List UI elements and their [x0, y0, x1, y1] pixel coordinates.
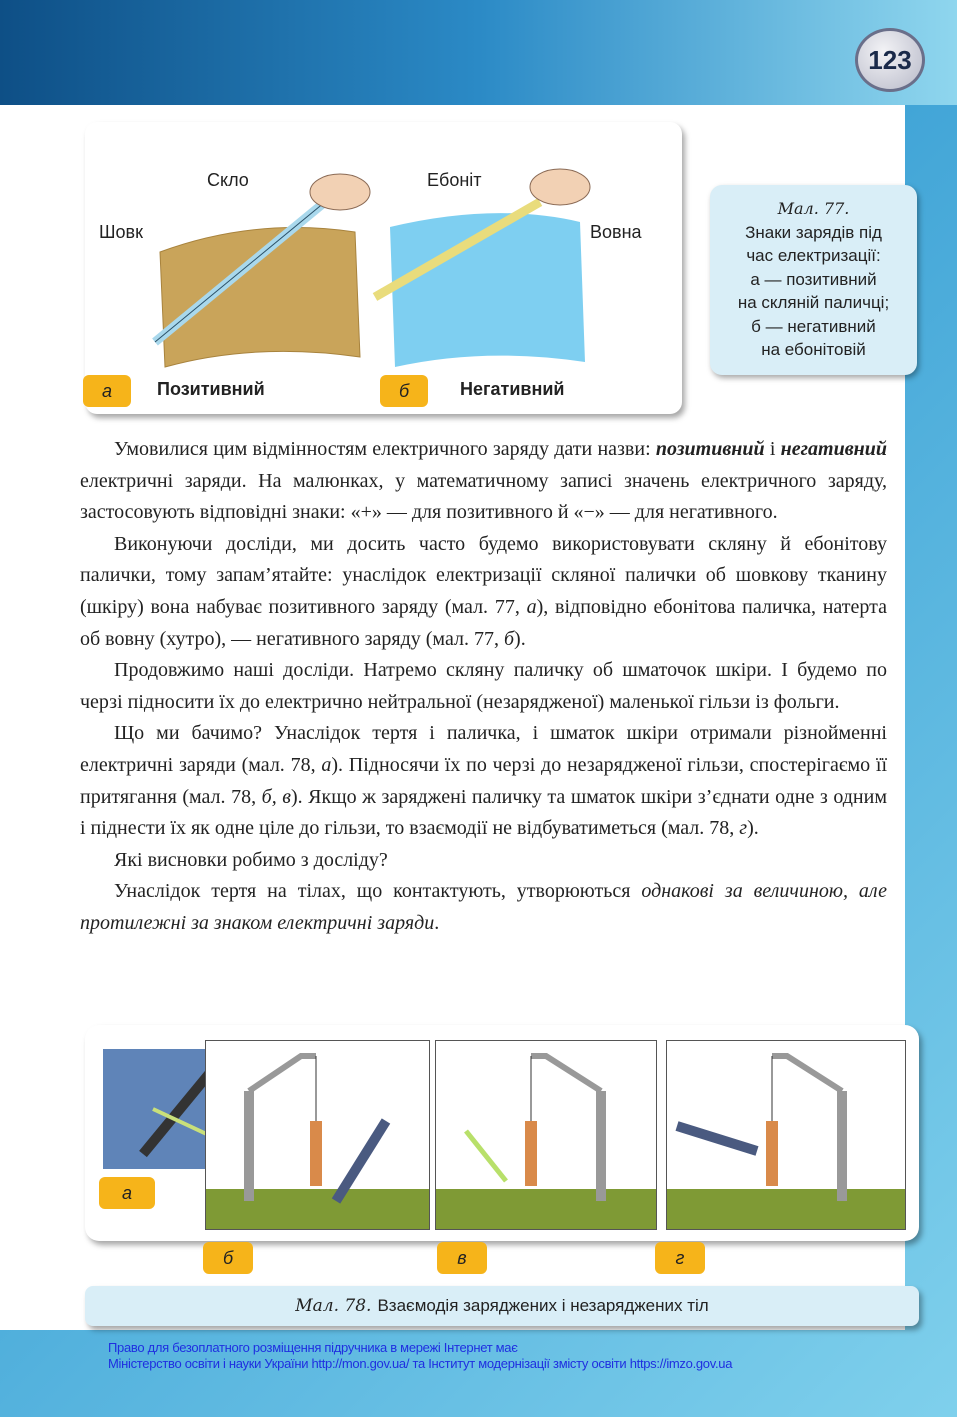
paragraph: Умовилися цим відмінностям електричного заряду дати назви: позитивний і негативний електричні заряди. На малюнках, у математичному записі значень електричного заряду, застосовують відповідні знаки: «+» — для позитивного й «−» — для негативного.: [80, 438, 887, 524]
label-glass: Скло: [207, 170, 249, 190]
badge-c: в: [437, 1242, 487, 1274]
badge-b: б: [203, 1242, 253, 1274]
badge-a: а: [83, 375, 131, 407]
figure-78-caption: [85, 1286, 919, 1326]
caption-line: на ебонітовій: [761, 340, 866, 359]
badge-b: б: [380, 375, 428, 407]
body-text: [80, 434, 887, 940]
caption-text: Взаємодія заряджених і незаряджених тіл: [377, 1296, 709, 1315]
footer-notice: [108, 1340, 732, 1372]
paragraph: Що ми бачимо? Унаслідок тертя і паличка, і шматок шкіри отримали різнойменні електричні заряди (мал. 78, а). Підносячи їх по черзі до незарядженої гільзи, спостерігаємо її притягання (мал. 78, б, в). Якщо ж заряджені паличку та шматок шкіри з’єднати одне з одним і піднести їх як одне ціле до гільзи, то взаємодії не відбуватиметься (мал. 78, г).: [80, 722, 887, 840]
figure-78: [85, 1025, 919, 1241]
panel-b-image: [205, 1040, 430, 1230]
label-ebonite: Ебоніт: [427, 170, 482, 190]
badge-a: а: [99, 1177, 155, 1209]
caption-line: б — негативний: [751, 316, 876, 336]
label-wool: Вовна: [590, 222, 642, 242]
caption-title: Мал. 78.: [295, 1296, 372, 1316]
figure-77-caption: [710, 185, 917, 375]
panel-d-image: [666, 1040, 906, 1230]
paragraph: Які висновки робимо з досліду?: [114, 848, 388, 871]
panel-c-image: [435, 1040, 657, 1230]
caption-title: Мал. 77.: [777, 199, 850, 218]
caption-line: Знаки зарядів під: [745, 222, 882, 242]
footer-line: Право для безоплатного розміщення підручника в мережі Інтернет має: [108, 1340, 518, 1355]
label-silk: Шовк: [99, 222, 143, 242]
paragraph: Виконуючи досліди, ми досить часто будемо використовувати скляну й ебонітову палички, тому запам’ятайте: унаслідок електризації скляної палички об шовкову тканину (шкіру) вона набуває позитивного заряду (мал. 77, а), відповідно ебонітова паличка, натерта об вовну (хутро), — негативного заряду (мал. 77, б).: [80, 532, 887, 650]
paragraph: Продовжимо наші досліди. Натремо скляну паличку об шматочок шкіри. І будемо по черзі підносити їх до електрично нейтральної (незарядженої) маленької гільзи із фольги.: [80, 659, 887, 713]
caption-line: а — позитивний: [750, 269, 877, 289]
caption-line: час електризації:: [746, 246, 881, 265]
label-negative: Негативний: [460, 379, 565, 399]
page-number: 123: [855, 28, 925, 92]
footer-line: Міністерство освіти і науки України http://mon.gov.ua/ та Інститут модернізації змісту освіти https://imzo.gov.ua: [108, 1356, 733, 1371]
header-decoration: [0, 0, 957, 105]
paragraph: Унаслідок тертя на тілах, що контактують, утворюються однакові за величиною, але протилежні за знаком електричні заряди.: [80, 880, 887, 934]
figure-77: [85, 122, 682, 414]
label-positive: Позитивний: [157, 379, 265, 399]
caption-line: на скляній паличці;: [737, 293, 890, 312]
figure-77-illustration: [85, 122, 682, 414]
badge-d: г: [655, 1242, 705, 1274]
